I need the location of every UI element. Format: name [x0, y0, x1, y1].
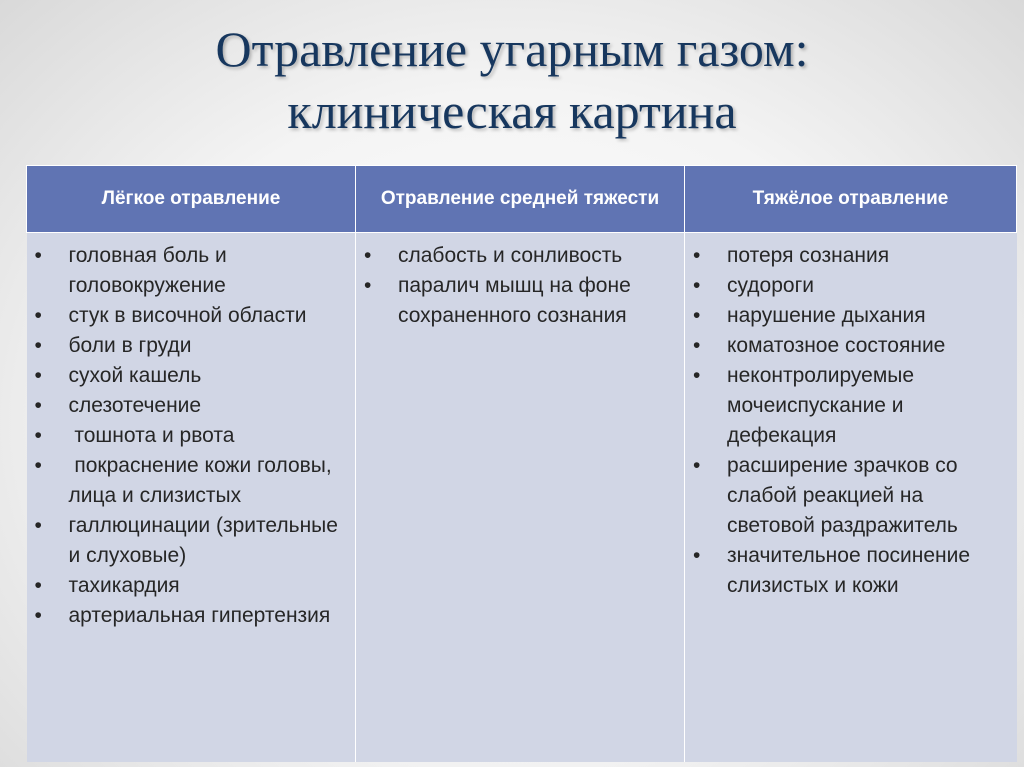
- list-item: • слезотечение: [31, 391, 350, 421]
- list-item: • значительное посинение слизистых и кожи: [689, 541, 1011, 601]
- title-line-1: Отравление угарным газом:: [215, 21, 809, 77]
- list-item: • коматозное состояние: [689, 331, 1011, 361]
- cell-moderate: [356, 233, 685, 763]
- list-item: • боли в груди: [31, 331, 350, 361]
- cell-mild: [27, 233, 356, 763]
- header-moderate: Отравление средней тяжести: [356, 166, 685, 233]
- list-item: • галлюцинации (зрительные и слуховые): [31, 511, 350, 571]
- list-item: • судороги: [689, 271, 1011, 301]
- list-item: • паралич мышц на фоне сохраненного сознания: [360, 271, 678, 331]
- list-item: • расширение зрачков со слабой реакцией на световой раздражитель: [689, 451, 1011, 541]
- header-mild: Лёгкое отравление: [27, 166, 356, 233]
- list-item: • головная боль и головокружение: [31, 241, 350, 301]
- list-item: • нарушение дыхания: [689, 301, 1011, 331]
- list-item: • покраснение кожи головы, лица и слизистых: [31, 451, 350, 511]
- list-item: • тахикардия: [31, 571, 350, 601]
- symptoms-table: [26, 165, 1017, 762]
- list-moderate: [360, 241, 678, 331]
- list-item: • стук в височной области: [31, 301, 350, 331]
- list-item: • неконтролируемые мочеиспускание и дефекация: [689, 361, 1011, 451]
- table-header-row: [27, 166, 1017, 233]
- page-title: [0, 18, 1024, 142]
- title-line-2: клиническая картина: [287, 83, 737, 139]
- cell-severe: [685, 233, 1017, 763]
- list-severe: [689, 241, 1011, 601]
- header-severe: Тяжёлое отравление: [685, 166, 1017, 233]
- table-body-row: [27, 233, 1017, 763]
- list-item: • артериальная гипертензия: [31, 601, 350, 631]
- list-item: • потеря сознания: [689, 241, 1011, 271]
- list-item: • слабость и сонливость: [360, 241, 678, 271]
- list-mild: [31, 241, 350, 631]
- list-item: • сухой кашель: [31, 361, 350, 391]
- list-item: • тошнота и рвота: [31, 421, 350, 451]
